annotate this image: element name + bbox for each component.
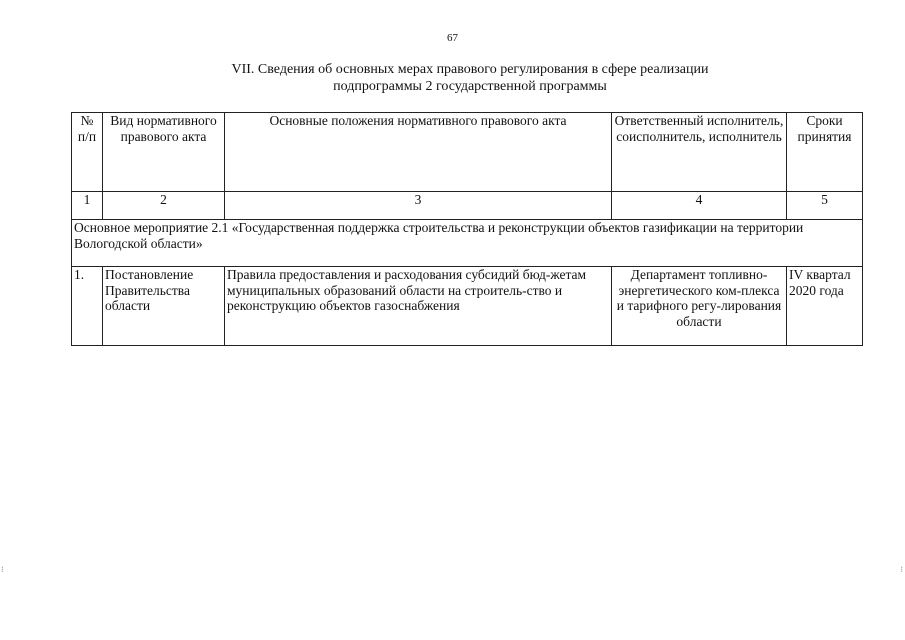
column-number: 3 (225, 192, 612, 220)
row-act-type: Постановление Правительства области (103, 267, 225, 346)
header-act-type: Вид нормативного правового акта (103, 113, 225, 192)
title-line-2: подпрограммы 2 государственной программы (333, 79, 607, 94)
scan-edge-mark-right: ⁝ (900, 565, 903, 574)
header-executor: Ответственный исполнитель, соисполнитель, исполнитель (612, 113, 787, 192)
row-deadline: IV квартал 2020 года (787, 267, 863, 346)
header-number: № п/п (72, 113, 103, 192)
row-executor: Департамент топливно-энергетического ком-плекса и тарифного регу-лирования области (612, 267, 787, 346)
document-title (120, 61, 820, 95)
table-header-row (72, 113, 863, 192)
page-number: 67 (447, 32, 458, 44)
section-row (72, 220, 863, 267)
row-number: 1. (72, 267, 103, 346)
header-deadline: Сроки принятия (787, 113, 863, 192)
column-number: 5 (787, 192, 863, 220)
scan-edge-mark-left: ⁝ (1, 565, 4, 574)
title-line-1: VII. Сведения об основных мерах правового регулирования в сфере реализации (231, 62, 709, 77)
column-number: 4 (612, 192, 787, 220)
row-provisions: Правила предоставления и расходования субсидий бюд-жетам муниципальных образований области на строитель-ство и реконструкцию объектов газоснабжения (225, 267, 612, 346)
measures-table (71, 112, 863, 346)
column-number: 1 (72, 192, 103, 220)
section-title: Основное мероприятие 2.1 «Государственная поддержка строительства и реконструкции объектов газификации на территории Вологодской области» (72, 220, 863, 267)
header-provisions: Основные положения нормативного правового акта (225, 113, 612, 192)
column-number: 2 (103, 192, 225, 220)
table-row (72, 267, 863, 346)
column-number-row (72, 192, 863, 220)
